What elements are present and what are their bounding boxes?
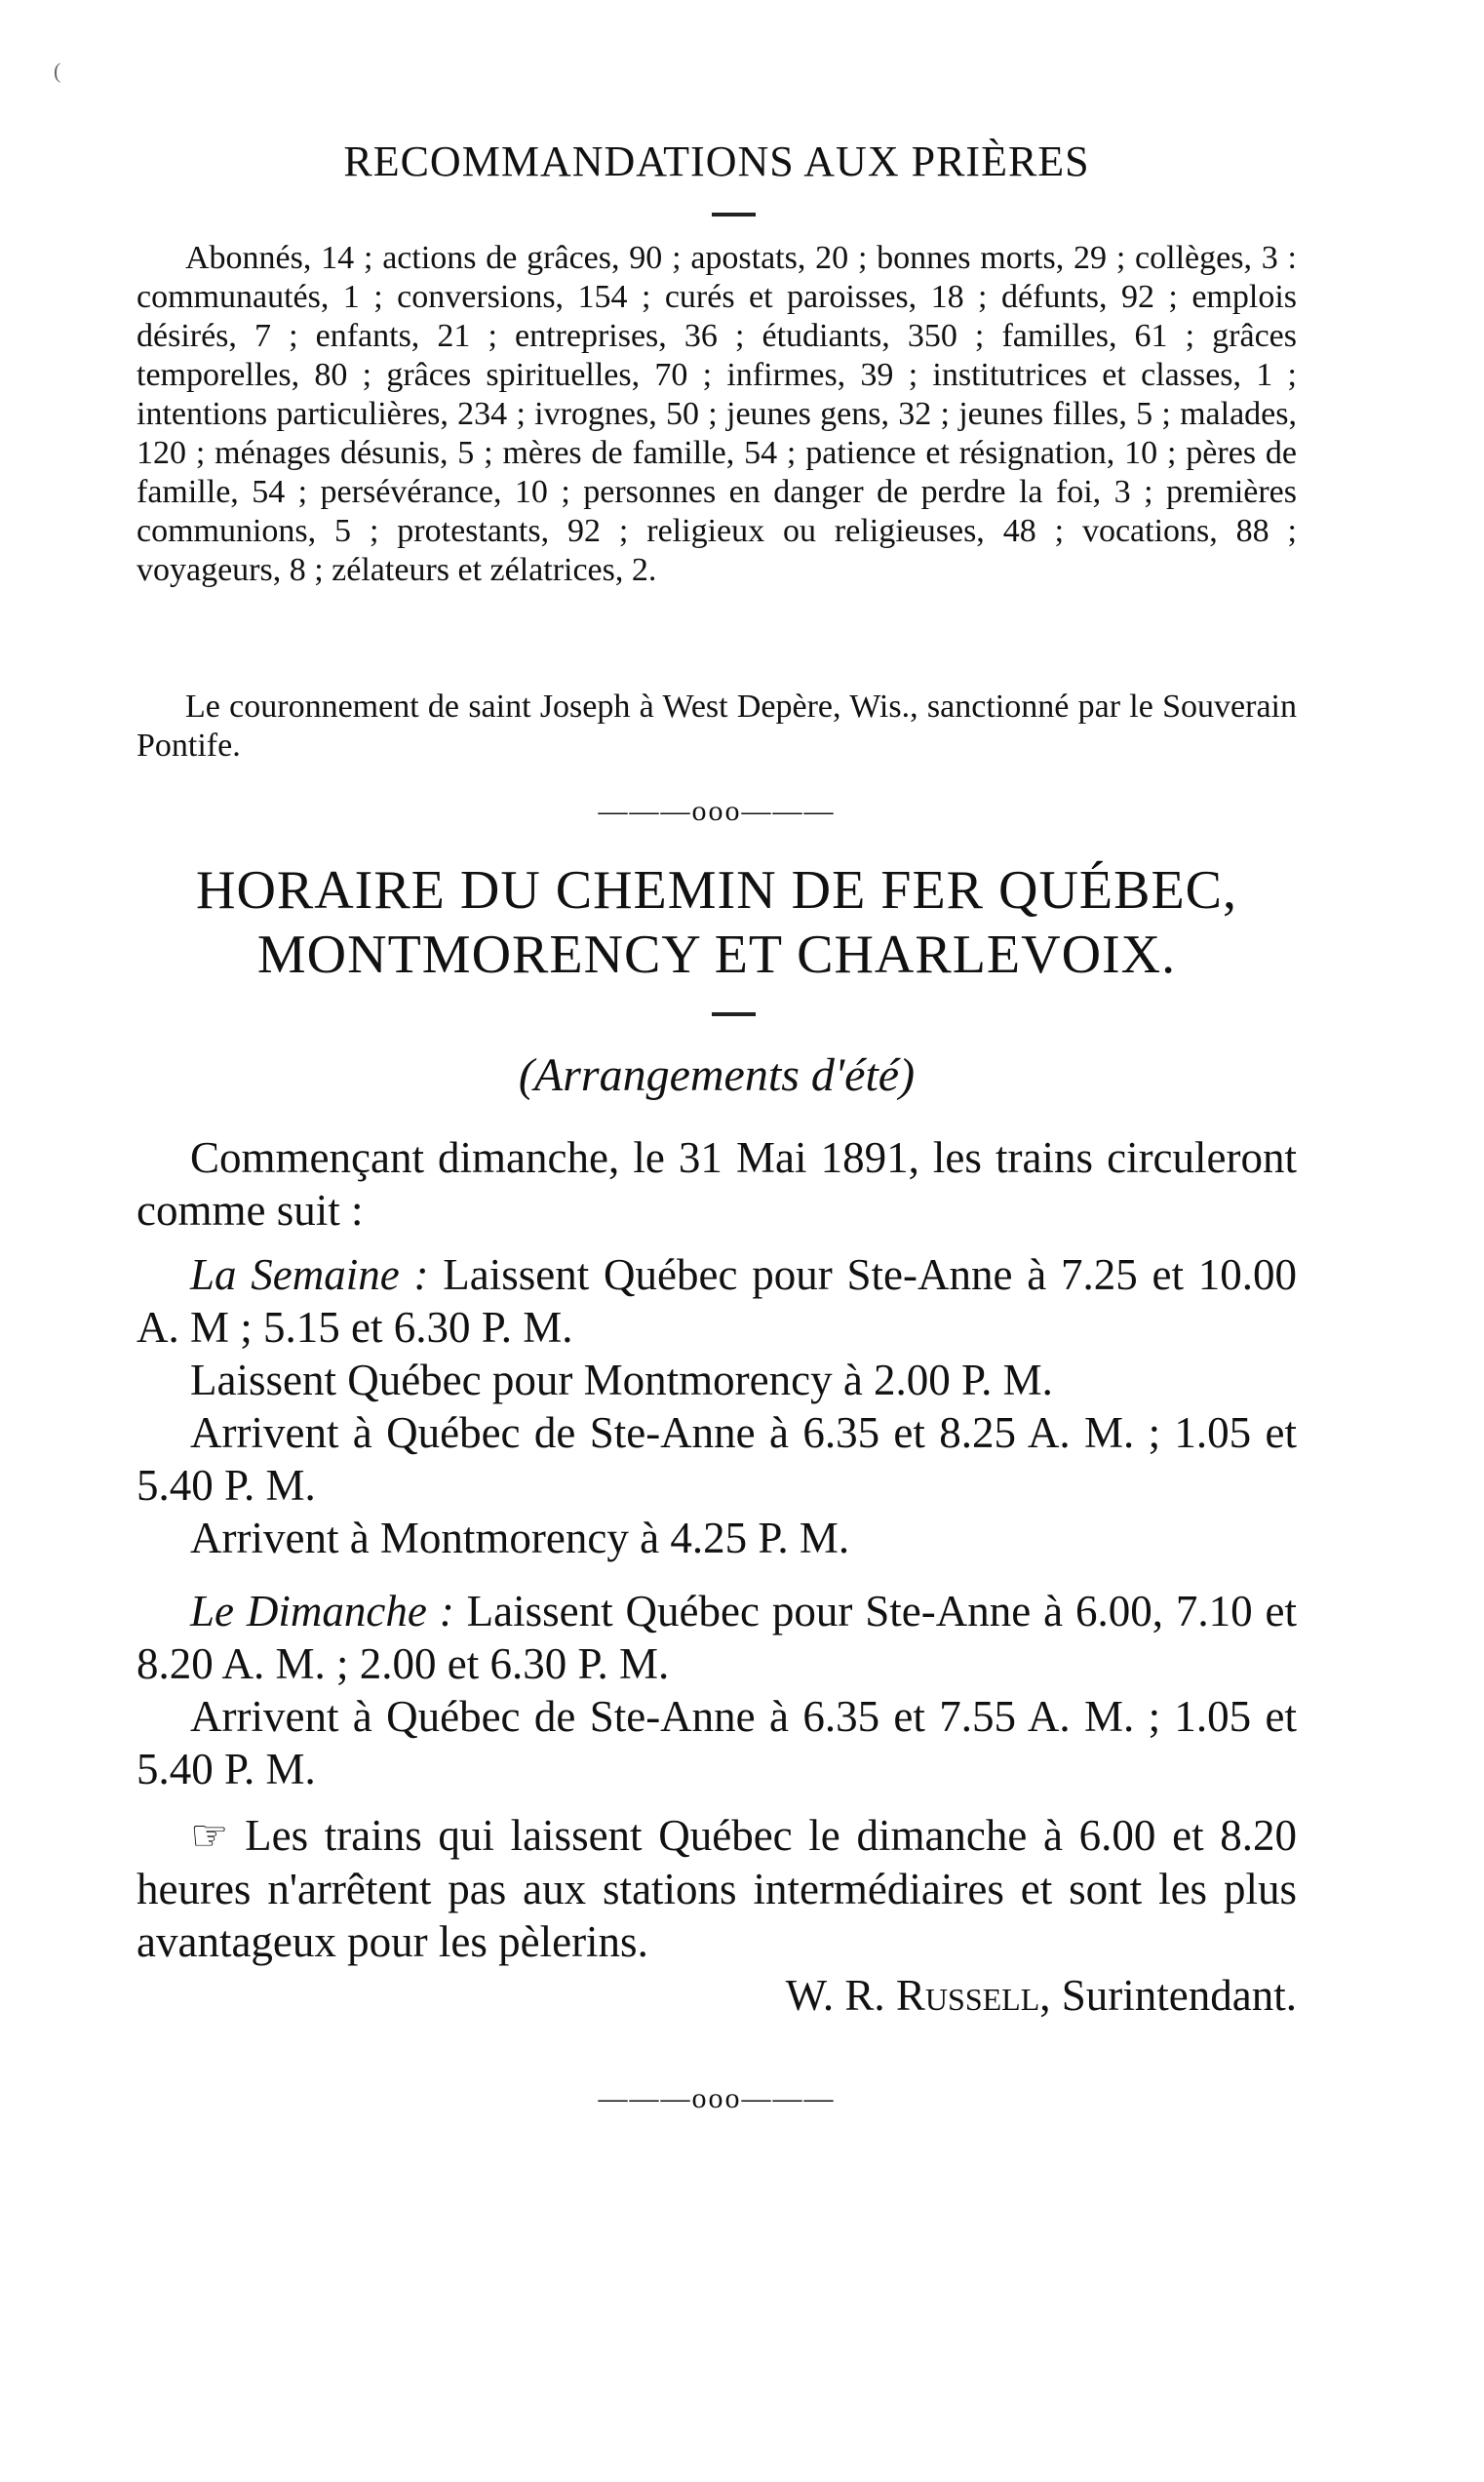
dimanche-line-1 xyxy=(137,1585,1297,1690)
signature-name: W. R. Russell, xyxy=(785,1971,1051,2020)
signature-title: Surintendant. xyxy=(1061,1971,1297,2020)
page-mark: ( xyxy=(54,59,61,83)
pelerins-note xyxy=(137,1809,1297,1968)
intro-paragraph: Commençant dimanche, le 31 Mai 1891, les trains circuleront comme suit : xyxy=(137,1133,1297,1235)
semaine-line-2: Laissent Québec pour Montmorency à 2.00 P. M. xyxy=(190,1356,1053,1404)
divider-ooo-2: ———ooo——— xyxy=(598,2082,836,2114)
section-title-horaire-line2: MONTMORENCY ET CHARLEVOIX. xyxy=(256,925,1177,985)
signature xyxy=(137,1970,1297,2021)
semaine-line-4: Arrivent à Montmorency à 4.25 P. M. xyxy=(190,1514,850,1562)
subtitle-arrangements: (Arrangements d'été) xyxy=(518,1049,916,1101)
semaine-line-1 xyxy=(137,1248,1297,1354)
couronnement-note: Le couronnement de saint Joseph à West Depère, Wis., sanctionné par le Souverain Pontife. xyxy=(137,689,1297,764)
dimanche-text-1: Laissent Québec pour Ste-Anne à 6.00, 7.10 et 8.20 A. M. ; 2.00 et 6.30 P. M. xyxy=(137,1587,1298,1688)
section-title-horaire-line1: HORAIRE DU CHEMIN DE FER QUÉBEC, xyxy=(196,860,1237,921)
pelerins-note-text: Les trains qui laissent Québec le dimanche à 6.00 et 8.20 heures n'arrêtent pas aux stations intermédiaires et sont les plus avantageux pour les pèlerins. xyxy=(137,1811,1297,1966)
title-rule xyxy=(712,213,756,217)
title-rule-2 xyxy=(712,1012,756,1016)
dimanche-line-2: Arrivent à Québec de Ste-Anne à 6.35 et 7.55 A. M. ; 1.05 et 5.40 P. M. xyxy=(137,1692,1297,1793)
section-title-recommandations: RECOMMANDATIONS AUX PRIÈRES xyxy=(343,138,1090,185)
recommandations-list: Abonnés, 14 ; actions de grâces, 90 ; apostats, 20 ; bonnes morts, 29 ; collèges, 3 : communautés, 1 ; conversions, 154 ; curés et paroisses, 18 ; défunts, 92 ; emplois désirés, 7 ; enfants, 21 ; entreprises, 36 ; étudiants, 350 ; familles, 61 ; grâces temporelles, 80 ; grâces spirituelles, 70 ; infirmes, 39 ; institutrices et classes, 1 ; intentions particulières, 234 ; ivrognes, 50 ; jeunes gens, 32 ; jeunes filles, 5 ; malades, 120 ; ménages désunis, 5 ; mères de famille, 54 ; patience et résignation, 10 ; pères de famille, 54 ; persévérance, 10 ; personnes en danger de perdre la foi, 3 ; premières communions, 5 ; protestants, 92 ; religieux ou religieuses, 48 ; vocations, 88 ; voyageurs, 8 ; zélateurs et zélatrices, 2. xyxy=(137,240,1297,588)
pointing-hand-icon: ☞ xyxy=(190,1812,229,1860)
divider-ooo-1: ———ooo——— xyxy=(598,795,836,827)
semaine-label: La Semaine : xyxy=(190,1250,429,1299)
semaine-line-3: Arrivent à Québec de Ste-Anne à 6.35 et 8.25 A. M. ; 1.05 et 5.40 P. M. xyxy=(137,1408,1297,1510)
dimanche-label: Le Dimanche : xyxy=(190,1587,454,1635)
semaine-text-1: Laissent Québec pour Ste-Anne à 7.25 et 10.00 A. M ; 5.15 et 6.30 P. M. xyxy=(137,1250,1297,1352)
